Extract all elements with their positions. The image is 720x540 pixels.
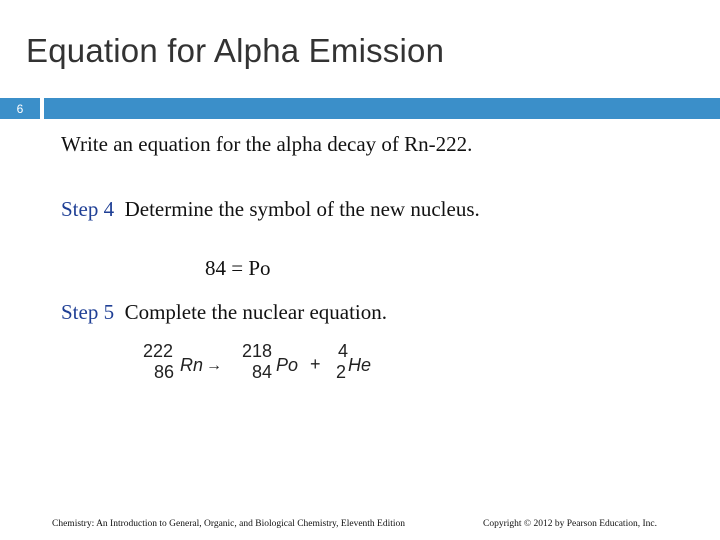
step4-label: Step 4 xyxy=(61,197,115,221)
step5-text: Complete the nuclear equation. xyxy=(124,300,388,324)
product1-mass: 218 xyxy=(242,341,273,361)
product1-atomic: 84 xyxy=(252,362,273,382)
footer-book-title: Chemistry: An Introduction to General, Organic, and Biological Chemistry, Eleventh Edition xyxy=(52,519,406,529)
product2-mass: 4 xyxy=(338,341,349,361)
footer-copyright: Copyright © 2012 by Pearson Education, Inc. xyxy=(483,519,657,529)
nuclear-equation xyxy=(140,340,400,390)
product2-symbol: He xyxy=(348,355,372,375)
reactant-symbol: Rn xyxy=(180,355,204,375)
product1-symbol: Po xyxy=(276,355,299,375)
step5-line xyxy=(61,300,387,325)
reaction-arrow: → xyxy=(206,357,222,374)
step5-label: Step 5 xyxy=(61,300,115,324)
step4-text: Determine the symbol of the new nucleus. xyxy=(124,197,480,221)
reactant-atomic: 86 xyxy=(154,362,175,382)
slide-title: Equation for Alpha Emission xyxy=(26,32,445,69)
step4-line xyxy=(61,197,480,222)
reactant-mass: 222 xyxy=(143,341,174,361)
prompt-text: Write an equation for the alpha decay of Rn-222. xyxy=(61,132,473,156)
slide-number: 6 xyxy=(0,98,40,119)
symbol-result: 84 = Po xyxy=(205,256,271,280)
product2-atomic: 2 xyxy=(336,362,347,382)
title-divider-bar xyxy=(44,98,720,119)
plus-sign: + xyxy=(310,354,321,374)
